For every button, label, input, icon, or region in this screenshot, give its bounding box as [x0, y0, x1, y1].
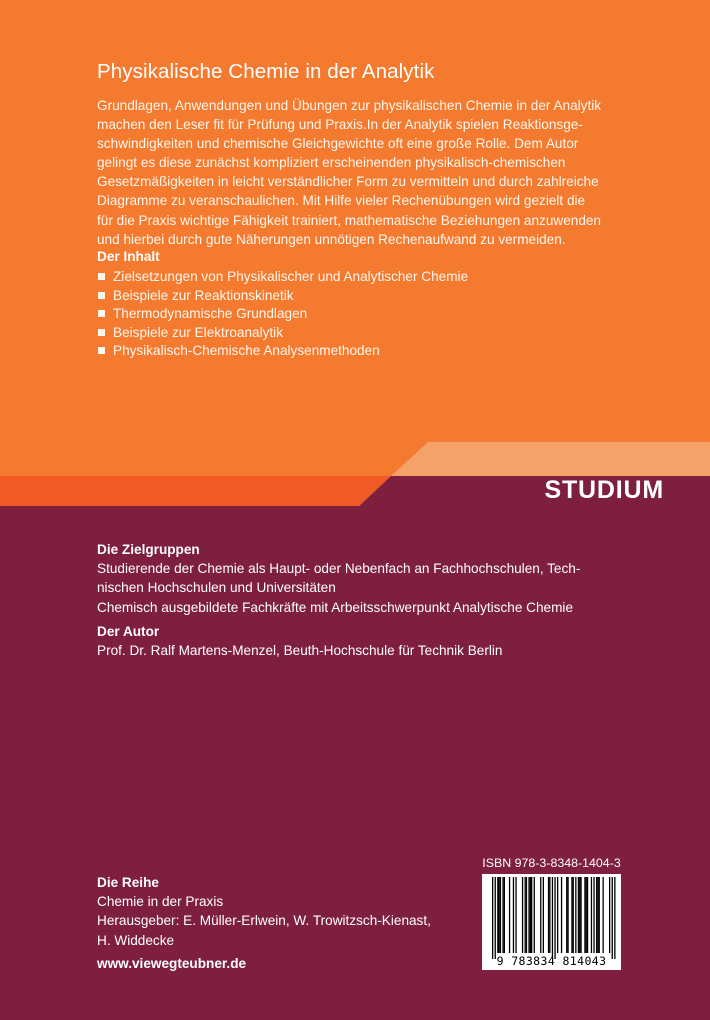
barcode-bar	[580, 877, 581, 953]
intro-line: Diagramme zu veranschaulichen. Mit Hilfe vieler Rechenübungen wird gezielt die	[97, 193, 586, 209]
zielgruppen-section	[97, 540, 580, 617]
barcode-bar	[578, 877, 579, 953]
intro-line: gelingt es diese zunächst kompliziert erscheinenden physikalisch-chemischen	[97, 155, 566, 171]
barcode-bar	[603, 877, 604, 953]
list-item-text: Physikalisch-Chemische Analysenmethoden	[113, 343, 380, 359]
list-item-text: Zielsetzungen von Physikalischer und Analytischer Chemie	[113, 269, 469, 284]
isbn-label: ISBN 978-3-8348-1404-3	[482, 856, 621, 870]
barcode-bar	[552, 877, 553, 959]
barcode-bar	[579, 877, 580, 953]
publisher-website: www.viewegteubner.de	[97, 956, 247, 971]
barcode-bar	[591, 877, 592, 953]
barcode-bar	[571, 877, 572, 953]
list-item-text: Beispiele zur Elektroanalytik	[113, 324, 284, 340]
bullet-square-icon	[98, 292, 105, 299]
barcode-bar	[500, 877, 501, 953]
autor-section	[97, 622, 502, 660]
list-item	[97, 305, 468, 324]
intro-line: und hierbei durch gute Näherungen unnötigen Rechenaufwand zu vermeiden.	[97, 231, 566, 247]
zielgruppen-line: Studierende der Chemie als Haupt- oder Nebenfach an Fachhochschulen, Tech-	[97, 561, 581, 577]
inhalt-list	[97, 268, 468, 361]
intro-line: Gesetzmäßigkeiten in leicht verständlicher Form zu vermitteln und durch zahlreiche	[97, 174, 599, 190]
intro-paragraph	[97, 96, 637, 249]
barcode-bar	[593, 877, 594, 953]
barcode-bar	[531, 877, 532, 953]
intro-line: machen den Leser fit für Prüfung und Praxis.In der Analytik spielen Reaktionsge-	[97, 117, 583, 133]
barcode-bar	[609, 877, 610, 953]
barcode-bar	[586, 877, 587, 953]
list-item	[97, 287, 468, 306]
barcode-bar	[573, 877, 574, 953]
barcode-bar	[587, 877, 588, 953]
barcode-bar	[575, 877, 576, 953]
zielgruppen-heading: Die Zielgruppen	[97, 542, 200, 557]
series-brand-label: STUDIUM	[544, 476, 664, 504]
list-item	[97, 342, 468, 361]
barcode-bar	[554, 877, 555, 959]
barcode-bar	[530, 877, 531, 953]
reihe-line: Herausgeber: E. Müller-Erlwein, W. Trowitzsch-Kienast,	[97, 913, 431, 929]
light-orange-band	[391, 442, 710, 476]
barcode-bar	[561, 877, 562, 953]
barcode-digits: 9 783834 814043	[496, 954, 607, 968]
barcode-bar	[596, 877, 597, 953]
barcode-bar	[557, 877, 558, 953]
zielgruppen-line: Chemisch ausgebildete Fachkräfte mit Arbeitsschwerpunkt Analytische Chemie	[97, 599, 574, 615]
barcode-bar	[497, 877, 498, 953]
zielgruppen-line: nischen Hochschulen und Universitäten	[97, 580, 336, 596]
intro-line: für die Praxis wichtige Fähigkeit trainiert, mathematische Beziehungen anzuwenden	[97, 212, 601, 228]
barcode-bar	[612, 877, 613, 959]
inhalt-heading: Der Inhalt	[97, 249, 160, 264]
barcode-panel	[482, 874, 621, 970]
autor-line: Prof. Dr. Ralf Martens-Menzel, Beuth-Hochschule für Technik Berlin	[97, 643, 503, 659]
list-item	[97, 268, 468, 287]
isbn-barcode	[482, 856, 621, 970]
barcode-bar	[495, 877, 496, 959]
bullet-square-icon	[98, 310, 105, 317]
barcode-bar	[584, 877, 585, 953]
intro-line: schwindigkeiten und chemische Gleichgewichte oft eine große Rolle. Dem Autor	[97, 136, 579, 152]
bullet-square-icon	[98, 347, 105, 354]
list-item	[97, 324, 468, 343]
reihe-section	[97, 873, 431, 950]
bullet-square-icon	[98, 273, 105, 280]
barcode-bar	[599, 877, 600, 953]
barcode-bar	[540, 877, 541, 953]
barcode-bar	[549, 877, 550, 953]
barcode-bar	[614, 877, 615, 959]
list-item-text: Thermodynamische Grundlagen	[113, 306, 308, 322]
reihe-line: H. Widdecke	[97, 932, 175, 948]
barcode-bar	[509, 877, 510, 953]
barcode-bar	[566, 877, 567, 953]
autor-heading: Der Autor	[97, 624, 160, 639]
barcode-bar	[499, 877, 500, 953]
bullet-square-icon	[98, 329, 105, 336]
intro-line: Grundlagen, Anwendungen und Übungen zur physikalischen Chemie in der Analytik	[97, 98, 602, 113]
barcode-bar	[543, 877, 544, 953]
barcode-bar	[597, 877, 598, 953]
barcode-bar	[522, 877, 523, 953]
book-title: Physikalische Chemie in der Analytik	[97, 60, 435, 83]
reihe-line: Chemie in der Praxis	[97, 894, 224, 910]
barcode-bar	[567, 877, 568, 953]
barcode-bar	[548, 877, 549, 953]
barcode-bar	[526, 877, 527, 953]
barcode-bar	[528, 877, 529, 953]
list-item-text: Beispiele zur Reaktionskinetik	[113, 287, 294, 303]
barcode-bar	[525, 877, 526, 953]
barcode-bar	[504, 877, 505, 953]
barcode-bar	[513, 877, 514, 953]
barcode-bar	[515, 877, 516, 953]
reihe-heading: Die Reihe	[97, 875, 159, 890]
barcode-bar	[492, 877, 493, 959]
barcode-bar	[534, 877, 535, 953]
barcode-bar	[502, 877, 503, 953]
